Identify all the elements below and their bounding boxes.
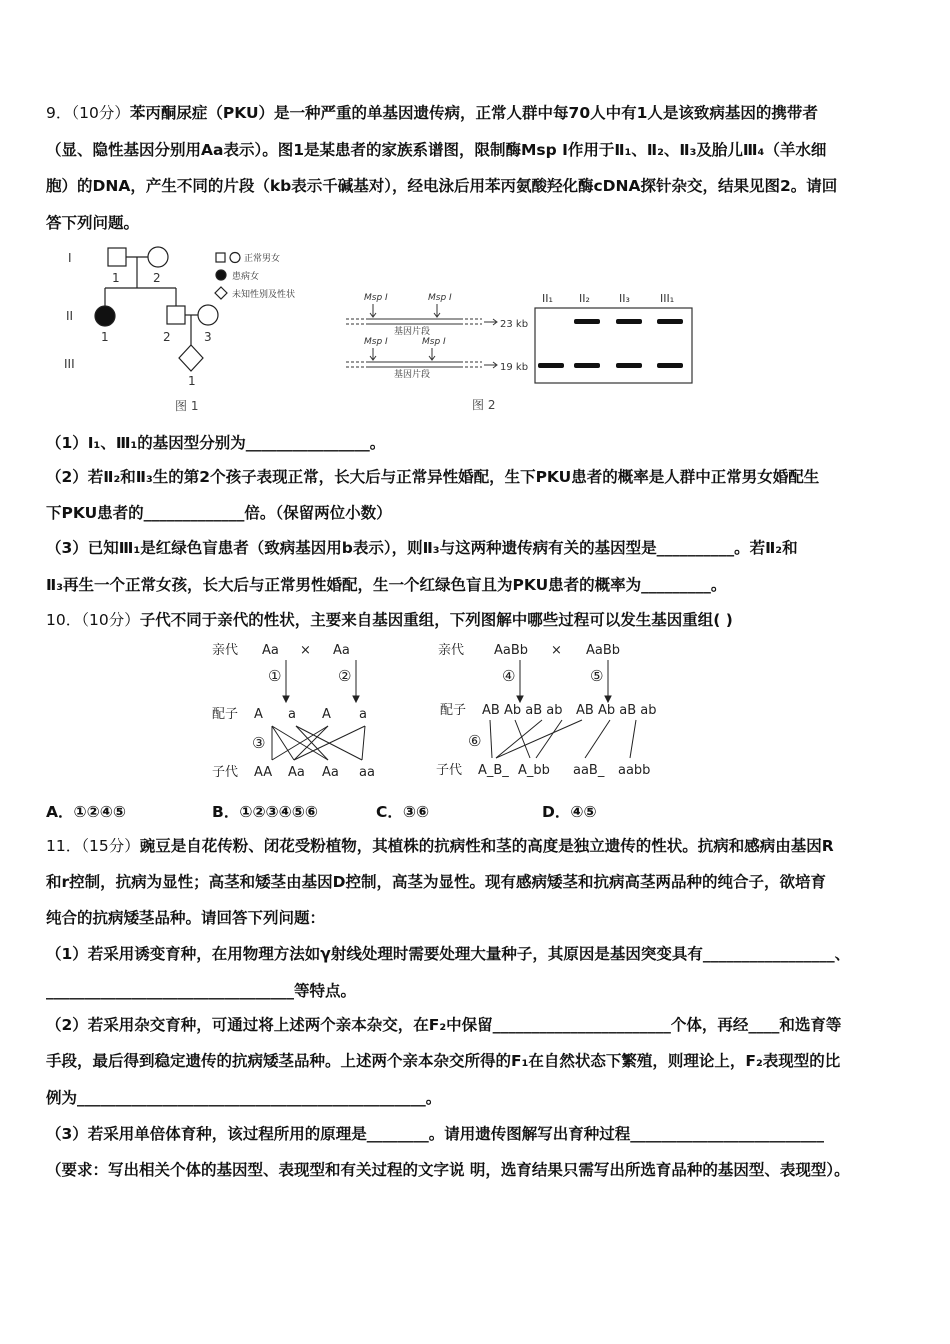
- left-gamete-3: A: [322, 707, 331, 722]
- figure-2-caption: 图 2: [472, 398, 496, 412]
- q9-line-2: （显、隐性基因分别用Aa表示）。图1是某患者的家族系谱图，限制酶Msp I作用于Ⅱ₁、Ⅱ₂、Ⅱ₃及胎儿Ⅲ₄（羊水细: [46, 141, 827, 159]
- q9-sub3-line-2: Ⅱ₃再生一个正常女孩，长大后与正常男性婚配，生一个红绿色盲且为PKU患者的概率为_________。: [46, 576, 727, 594]
- right-gametes-2: AB Ab aB ab: [576, 703, 657, 718]
- step-3: ③: [252, 734, 266, 752]
- pedigree-III1-unknown: [179, 345, 203, 371]
- q9-sub2-line-1: （2）若Ⅱ₂和Ⅱ₃生的第2个孩子表现正常，长大后与正常异性婚配，生下PKU患者的概率是人群中正常男女婚配生: [46, 468, 820, 486]
- band-II2-23kb: [574, 319, 600, 324]
- option-c[interactable]: C．③⑥: [376, 803, 430, 821]
- q11-line-2: 和r控制，抗病为显性；高茎和矮茎由基因D控制，高茎为显性。现有感病矮茎和抗病高茎两品种的纯合子，欲培育: [46, 873, 827, 891]
- right-cross: ×: [551, 643, 562, 658]
- q9-stem-1: 苯丙酮尿症（PKU）是一种严重的单基因遗传病，正常人群中每70人中有1人是该致病基因的携带者: [129, 104, 818, 122]
- msp-label-2: Msp I: [428, 293, 452, 303]
- left-cross: ×: [300, 643, 311, 658]
- left-parent-2: Aa: [333, 643, 350, 658]
- q11-line-1: [46, 836, 912, 856]
- label-II2: 2: [163, 330, 171, 344]
- right-offspring-label: 子代: [436, 763, 463, 778]
- gen-label-I: I: [68, 251, 72, 265]
- fragment-label-bottom: 基因片段: [394, 370, 431, 380]
- legend-text-unknown: 未知性别及性状: [232, 290, 296, 300]
- left-gamete-label: 配子: [212, 707, 239, 722]
- pedigree-I1-male: [108, 248, 126, 266]
- legend-text-normal: 正常男女: [244, 254, 281, 264]
- q11-line-3: 纯合的抗病矮茎品种。请回答下列问题：: [46, 909, 326, 927]
- pedigree-I2-female: [148, 247, 168, 267]
- q10-score: （10分）: [81, 611, 140, 629]
- left-gamete-4: a: [359, 707, 367, 722]
- q9-line-1: [46, 103, 912, 123]
- gen-label-III: III: [64, 357, 75, 371]
- left-offspring-label: 子代: [212, 765, 239, 780]
- left-offspring-4: aa: [359, 765, 375, 780]
- q11-sub3-line-1: （3）若采用单倍体育种，该过程所用的原理是________。请用遗传图解写出育种过程_________________________: [46, 1125, 825, 1143]
- pedigree-II1-affected-female: [95, 306, 115, 326]
- step-4: ④: [502, 667, 516, 685]
- q11-stem-1: 豌豆是自花传粉、闭花受粉植物，其植株的抗病性和茎的高度是独立遗传的性状。抗病和感病由基因R: [139, 837, 834, 855]
- q11-sub2-line-1: （2）若采用杂交育种，可通过将上述两个亲本杂交，在F₂中保留_______________________个体，再经____和选育等: [46, 1016, 842, 1034]
- q11-sub3-line-2: （要求：写出相关个体的基因型、表现型和有关过程的文字说 明，选育结果只需写出所选育品种的基因型、表现型）。: [46, 1161, 850, 1179]
- q10-stem-line: [46, 610, 912, 630]
- label-II3: 3: [204, 330, 212, 344]
- left-parent-1: Aa: [262, 643, 279, 658]
- gen-label-II: II: [66, 309, 74, 323]
- left-gamete-2: a: [288, 707, 296, 722]
- band-II1-19kb: [538, 363, 564, 368]
- band-II2-19kb: [574, 363, 600, 368]
- band-II3-19kb: [616, 363, 642, 368]
- legend-unknown: [215, 287, 227, 299]
- label-II1: 1: [101, 330, 109, 344]
- q10-stem: 子代不同于亲代的性状，主要来自基因重组，下列图解中哪些过程可以发生基因重组( ): [139, 611, 733, 629]
- q11-sub1-line-2: ________________________________等特点。: [46, 982, 357, 1000]
- option-b[interactable]: B．①②③④⑤⑥: [212, 803, 319, 821]
- q11-sub2-line-2: 手段，最后得到稳定遗传的抗病矮茎品种。上述两个亲本杂交所得的F₁在自然状态下繁殖，则理论上，F₂表现型的比: [46, 1052, 841, 1070]
- band-III1-23kb: [657, 319, 683, 324]
- q9-number: 9．: [46, 104, 72, 122]
- right-gamete-label: 配子: [440, 703, 467, 718]
- band-III1-19kb: [657, 363, 683, 368]
- right-parent-label: 亲代: [438, 643, 465, 658]
- lane-label-II1: II₁: [542, 292, 553, 305]
- right-parent-1: AaBb: [494, 643, 529, 658]
- q9-sub1: （1）I₁、Ⅲ₁的基因型分别为________________。: [46, 434, 386, 452]
- left-offspring-2: Aa: [288, 765, 305, 780]
- option-d[interactable]: D．④⑤: [542, 803, 597, 821]
- q9-line-3: 胞）的DNA，产生不同的片段（kb表示千碱基对），经电泳后用苯丙氨酸羟化酶cDNA探针杂交，结果见图2。请回: [46, 177, 838, 195]
- label-I2: 2: [153, 271, 161, 285]
- label-I1: 1: [112, 271, 120, 285]
- q9-score: （10分）: [71, 104, 130, 122]
- size-19kb: 19 kb: [500, 362, 529, 373]
- q11-sub2-line-3: 例为_____________________________________________。: [46, 1089, 442, 1107]
- legend-normal-female: [230, 253, 240, 263]
- left-gamete-1: A: [254, 707, 263, 722]
- figure-1-caption: 图 1: [175, 399, 199, 413]
- q9-sub2-line-2: 下PKU患者的_____________倍。（保留两位小数）: [46, 504, 392, 522]
- label-III1: 1: [188, 374, 196, 388]
- left-offspring-3: Aa: [322, 765, 339, 780]
- q9-line-4: 答下列问题。: [46, 214, 140, 232]
- left-offspring-1: AA: [254, 765, 273, 780]
- right-offspring-3: aaB_: [573, 763, 605, 778]
- step-2: ②: [338, 667, 352, 685]
- legend-text-affected: 患病女: [232, 272, 260, 282]
- msp-label-4: Msp I: [422, 337, 446, 347]
- size-23kb: 23 kb: [500, 319, 529, 330]
- recombination-diagram: [200, 636, 680, 786]
- right-offspring-1: A_B_: [478, 763, 509, 778]
- step-1: ①: [268, 667, 282, 685]
- right-offspring-2: A_bb: [518, 763, 550, 778]
- right-gametes-1: AB Ab aB ab: [482, 703, 563, 718]
- gel-figure: [342, 282, 702, 420]
- pedigree-II3-female: [198, 305, 218, 325]
- step-5: ⑤: [590, 667, 604, 685]
- legend-affected-female: [216, 270, 226, 280]
- right-parent-2: AaBb: [586, 643, 621, 658]
- q11-number: 11．: [46, 837, 82, 855]
- q11-sub1-line-1: （1）若采用诱变育种，在用物理方法如γ射线处理时需要处理大量种子，其原因是基因突变具有_________________、: [46, 945, 851, 963]
- q9-sub3-line-1: （3）已知Ⅲ₁是红绿色盲患者（致病基因用b表示），则Ⅱ₃与这两种遗传病有关的基因型是__________。若Ⅱ₂和: [46, 539, 798, 557]
- lane-label-II2: II₂: [579, 292, 590, 305]
- fragment-label-top: 基因片段: [394, 327, 431, 337]
- pedigree-II2-male: [167, 306, 185, 324]
- q10-number: 10．: [46, 611, 82, 629]
- right-offspring-4: aabb: [618, 763, 651, 778]
- q11-score: （15分）: [81, 837, 140, 855]
- step-6: ⑥: [468, 732, 482, 750]
- lane-label-II3: II₃: [619, 292, 630, 305]
- legend-normal-male: [216, 253, 225, 262]
- left-parent-label: 亲代: [212, 643, 239, 658]
- band-II3-23kb: [616, 319, 642, 324]
- msp-label-1: Msp I: [364, 293, 388, 303]
- lane-label-III1: III₁: [660, 292, 675, 305]
- msp-label-3: Msp I: [364, 337, 388, 347]
- option-a[interactable]: A．①②④⑤: [46, 803, 126, 821]
- pedigree-figure: [60, 240, 350, 420]
